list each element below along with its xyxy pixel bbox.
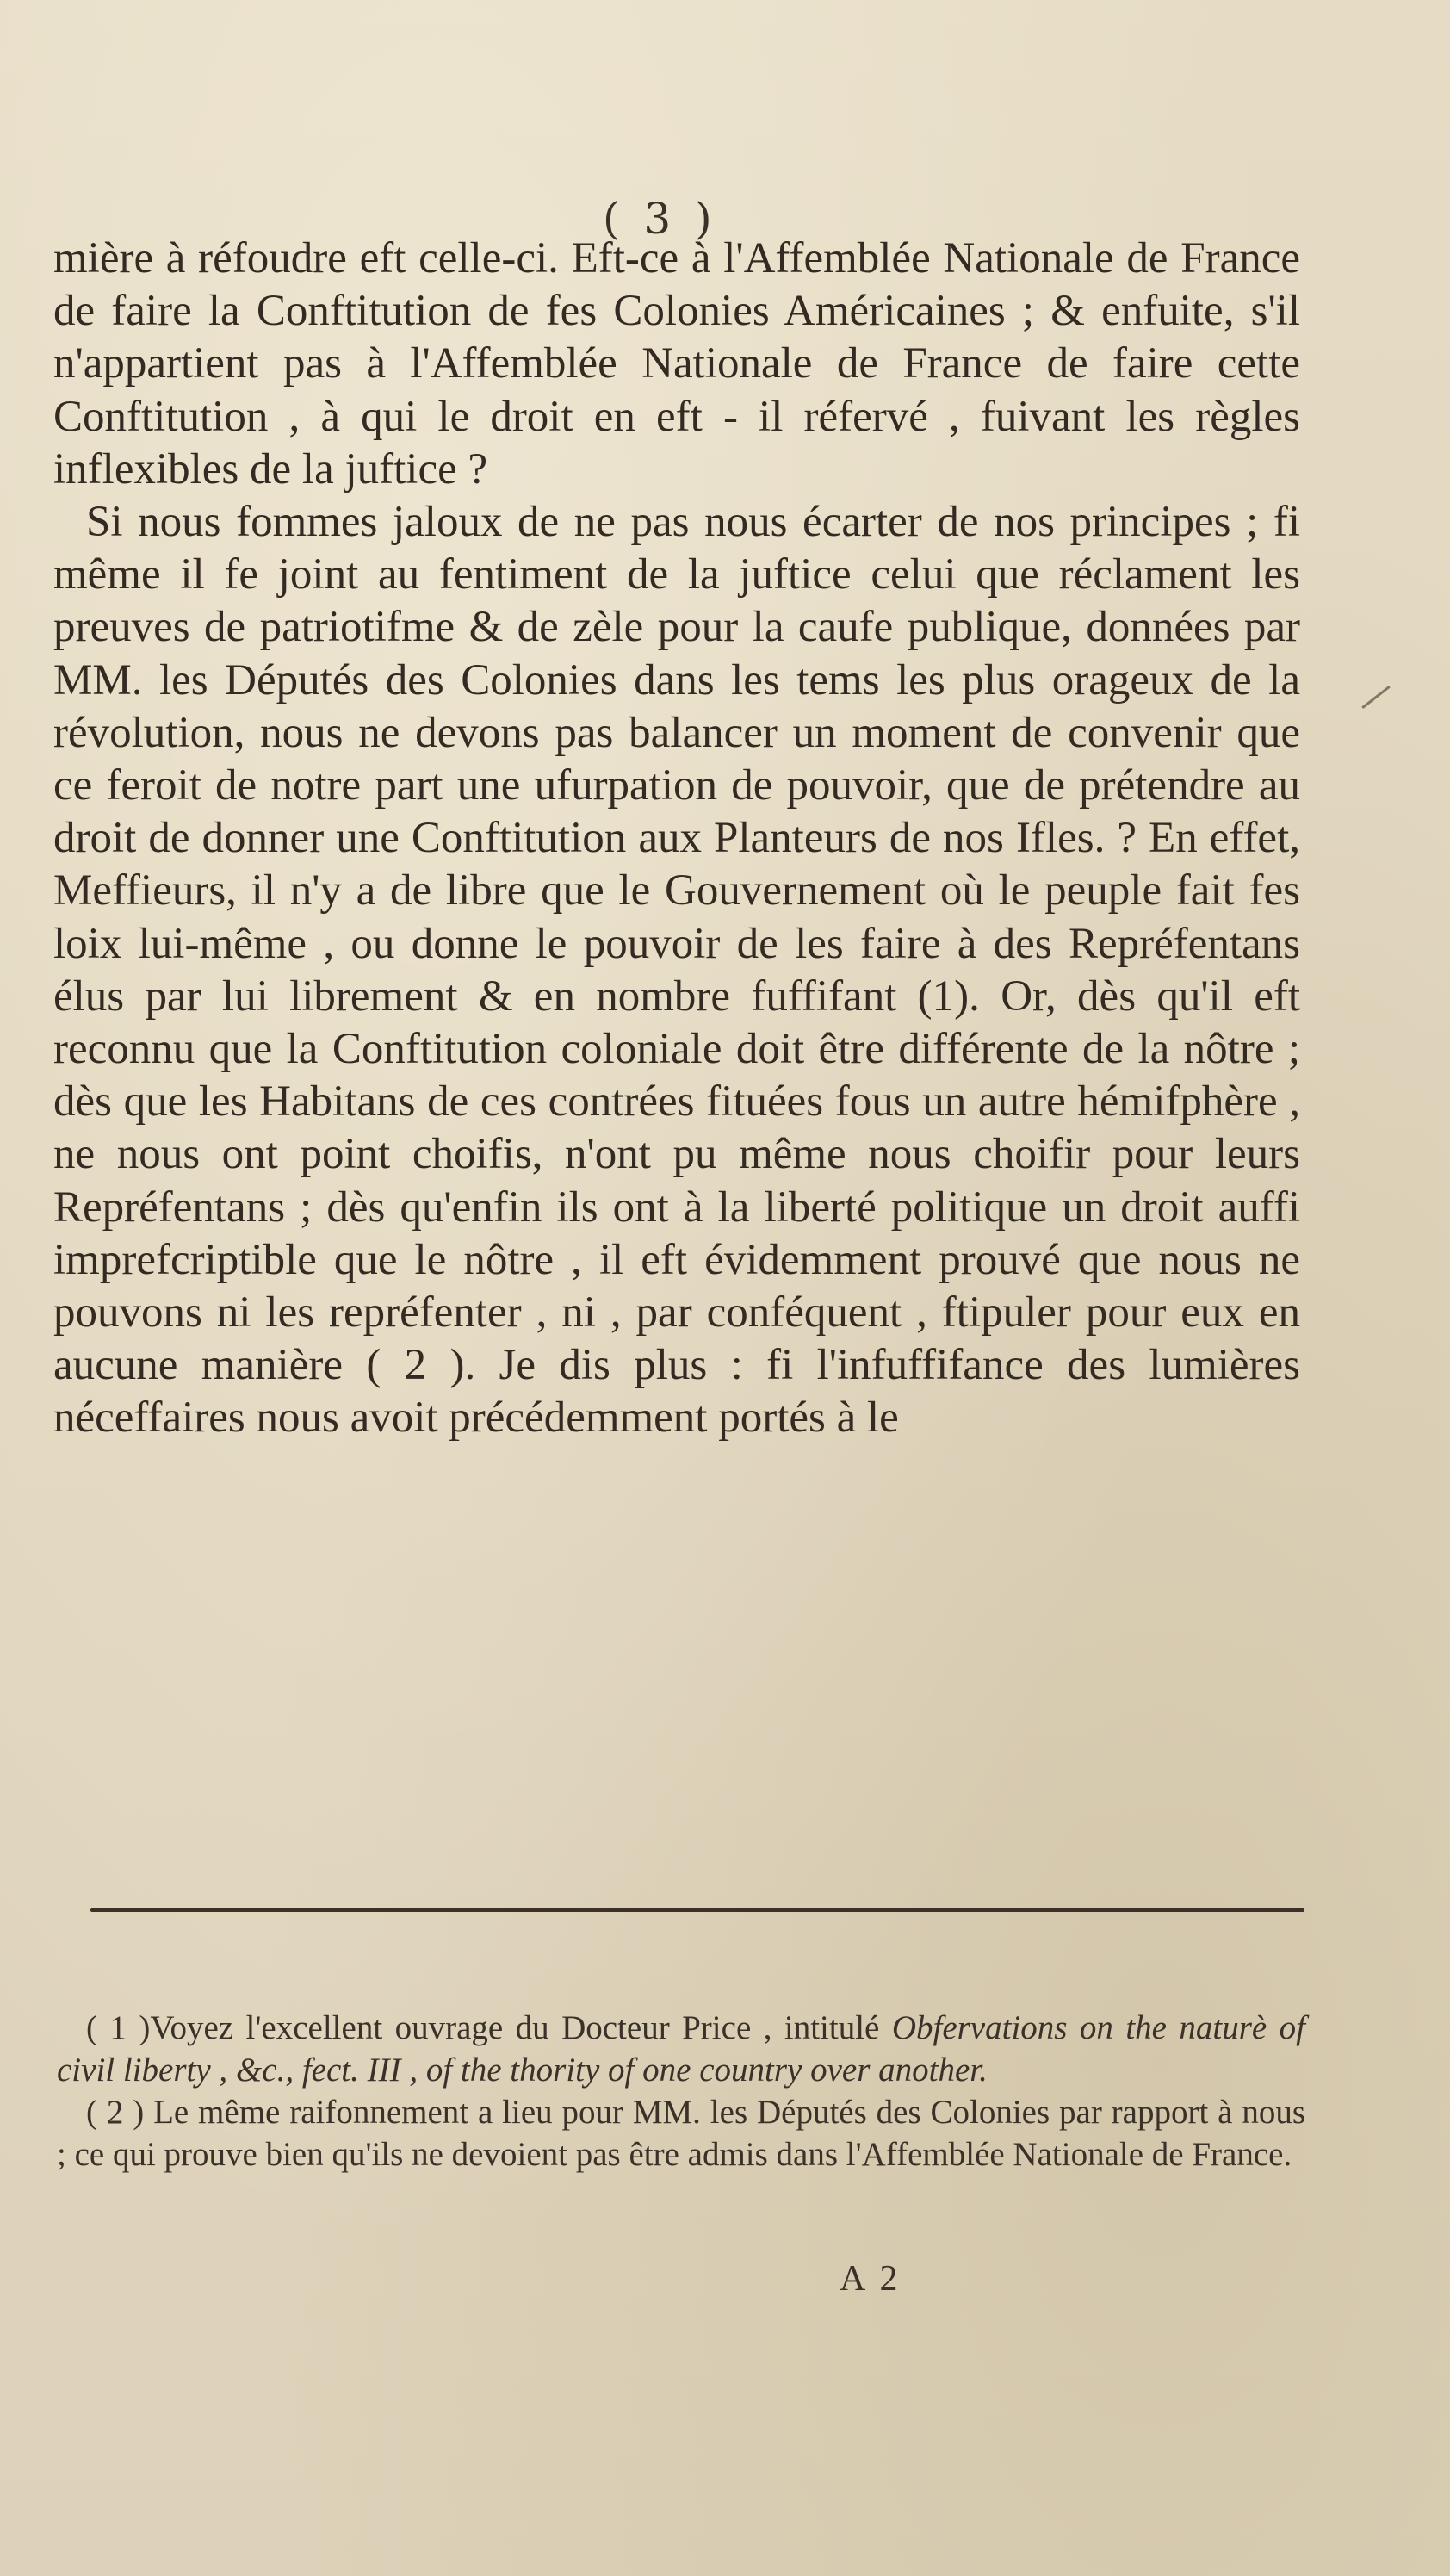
signature-mark: A 2 [840,2259,902,2299]
footnote-2 [57,2091,1305,2176]
page-number: ( 3 ) [603,194,717,244]
paragraph-2: Si nous fommes jaloux de ne pas nous écarter de nos principes ; fi même il fe joint au fentiment de la juftice celui que réclament les preuves de patriotifme & de zèle pour la caufe publique, données par MM. les Députés des Colonies dans les tems les plus orageux de la révolution, nous ne devons pas balancer un moment de convenir que ce feroit de notre part une ufurpation de pouvoir, que de prétendre au droit de donner une Conftitution aux Planteurs de nos Ifles. ? En effet, Meffieurs, il n'y a de libre que le Gouvernement où le peuple fait fes loix lui-même , ou donne le pouvoir de les faire à des Repréfentans élus par lui librement & en nombre fuffifant (1). Or, dès qu'il eft reconnu que la Conftitution coloniale doit être différente de la nôtre ; dès que les Habitans de ces contrées fituées fous un autre hémifphère , ne nous ont point choifis, n'ont pu même nous choifir pour leurs Repréfentans ; dès qu'enfin ils ont à la liberté politique un droit auffi imprefcriptible que le nôtre , il eft évidemment prouvé que nous ne pouvons ni les repréfenter , ni , par conféquent , ftipuler pour eux en aucune manière ( 2 ). Je dis plus : fi l'infuffifance des lumières néceffaires nous avoit précédemment portés à le [53,498,1300,1443]
footnotes [57,2007,1305,2176]
main-text [53,233,1300,1445]
footnote-text: Le même raifonnement a lieu pour MM. les Députés des Colonies par rapport à nous ; ce qui prouve bien qu'ils ne devoient pas être admis dans l'Affemblée Nationale de France. [57,2094,1305,2173]
paragraph-1: mière à réfoudre eft celle-ci. Eft-ce à l'Affemblée Nationale de France de faire la Conftitution de fes Colonies Américaines ; & enfuite, s'il n'appartient pas à l'Affemblée Nationale de France de faire cette Conftitution , à qui le droit en eft - il réfervé , fuivant les règles inflexibles de la juftice ? [53,234,1300,493]
footnote-1 [57,2007,1305,2091]
footnote-marker: ( 2 ) [86,2094,145,2131]
footnote-text: Voyez l'excellent ouvrage du Docteur Price , intitulé [150,2009,892,2046]
footnote-rule [90,1908,1304,1912]
footnote-italic-text: Obfervations on the naturè of civil liberty , &c., fect. III , of the thority of one country over another. [57,2009,1306,2089]
margin-pen-mark [1361,686,1390,709]
footnote-marker: ( 1 ) [86,2009,151,2046]
